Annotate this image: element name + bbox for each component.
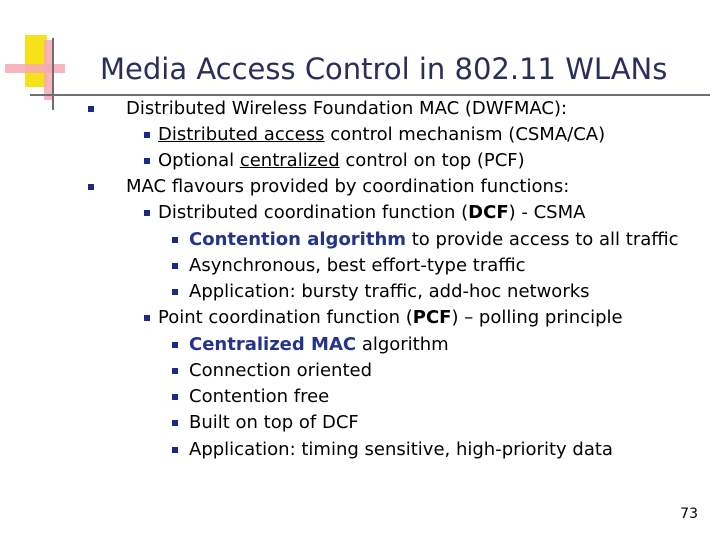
square-bullet-icon <box>88 106 94 112</box>
square-bullet-icon <box>172 342 178 348</box>
decor-pink-bar-horizontal <box>5 64 65 73</box>
bullet-text: Contention free <box>189 386 330 407</box>
bullet-text: Application: bursty traffic, add-hoc networks <box>189 281 590 302</box>
square-bullet-icon <box>172 420 178 426</box>
square-bullet-icon <box>172 447 178 453</box>
bullet-text: Connection oriented <box>189 360 373 381</box>
bullet-text: Asynchronous, best effort-type traffic <box>189 255 526 276</box>
bullet-text: Optional <box>158 150 240 171</box>
square-bullet-icon <box>144 132 150 138</box>
underlined-text: centralized <box>239 150 340 171</box>
bullet-text: Built on top of DCF <box>189 412 359 433</box>
bullet-text: Point coordination function ( <box>158 307 413 328</box>
bullet-text: control mechanism (CSMA/CA) <box>324 124 606 145</box>
bullet-text: control on top (PCF) <box>339 150 525 171</box>
square-bullet-icon <box>172 368 178 374</box>
emphasis-text: Contention algorithm <box>189 229 407 250</box>
bullet-text: MAC flavours provided by coordination functions: <box>126 176 570 197</box>
bullet-text: ) – polling principle <box>451 307 623 328</box>
square-bullet-icon <box>172 289 178 295</box>
square-bullet-icon <box>88 184 94 190</box>
square-bullet-icon <box>144 210 150 216</box>
underlined-text: Distributed access <box>158 124 325 145</box>
bold-text: DCF <box>468 202 509 223</box>
bullet-text: algorithm <box>356 334 449 355</box>
bullet-text: ) - CSMA <box>508 202 586 223</box>
slide-title: Media Access Control in 802.11 WLANs <box>100 52 668 86</box>
bullet-text: Distributed Wireless Foundation MAC (DWFMAC): <box>126 98 568 119</box>
square-bullet-icon <box>144 315 150 321</box>
bullet-text: to provide access to all traffic <box>406 229 679 250</box>
page-number: 73 <box>680 506 698 522</box>
decor-pink-bar-vertical <box>44 40 52 100</box>
square-bullet-icon <box>172 237 178 243</box>
emphasis-text: Centralized MAC <box>189 334 357 355</box>
square-bullet-icon <box>172 394 178 400</box>
square-bullet-icon <box>172 263 178 269</box>
bold-text: PCF <box>412 307 452 328</box>
decor-vertical-line <box>52 38 54 110</box>
bullet-text: Distributed coordination function ( <box>158 202 469 223</box>
square-bullet-icon <box>144 158 150 164</box>
bullet-text: Application: timing sensitive, high-priority data <box>189 439 613 460</box>
